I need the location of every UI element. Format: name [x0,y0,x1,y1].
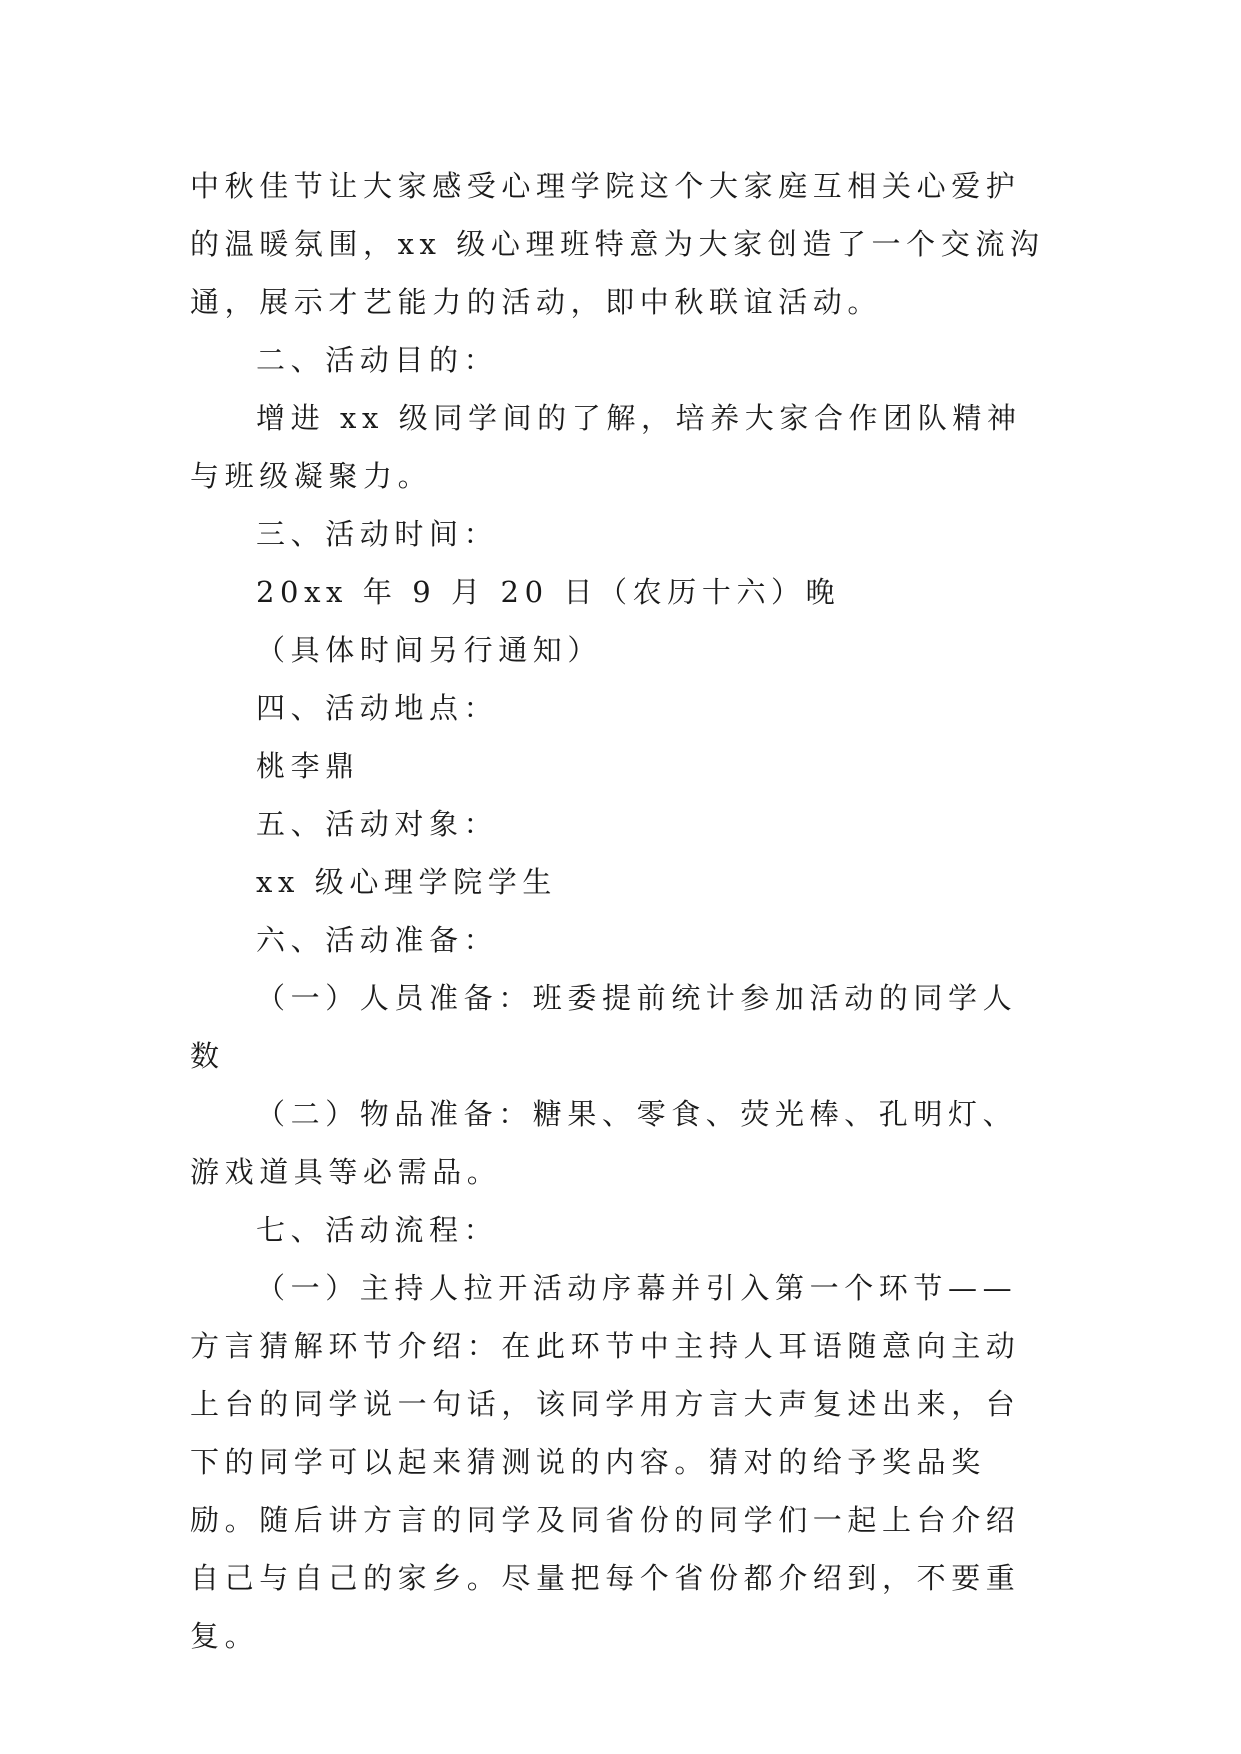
section-heading-target: 五、活动对象： [256,807,499,841]
time-date-paragraph: 20xx 年 9 月 20 日（农历十六）晚 [256,575,841,609]
place-paragraph: 桃李鼎 [256,749,360,783]
section-heading-purpose: 二、活动目的： [256,343,499,377]
purpose-paragraph: 增进 xx 级同学间的了解，培养大家合作团队精神与班级凝聚力。 [190,401,1022,493]
process-step-1-paragraph: （一）主持人拉开活动序幕并引入第一个环节——方言猜解环节介绍：在此环节中主持人耳语随意向主动上台的同学说一句话，该同学用方言大声复述出来，台下的同学可以起来猜测说的内容。猜对的给予奖品奖励。随后讲方言的同学及同省份的同学们一起上台介绍自己与自己的家乡。尽量把每个省份都介绍到，不要重复。 [190,1271,1021,1653]
document-body [190,157,1050,1665]
intro-paragraph: 中秋佳节让大家感受心理学院这个大家庭互相关心爱护的温暖氛围，xx 级心理班特意为大家创造了一个交流沟通，展示才艺能力的活动，即中秋联谊活动。 [190,169,1045,319]
time-note-paragraph: （具体时间另行通知） [256,633,603,667]
section-heading-time: 三、活动时间： [256,517,499,551]
target-paragraph: xx 级心理学院学生 [256,865,557,899]
section-heading-process: 七、活动流程： [256,1213,499,1247]
prep-items-paragraph: （二）物品准备：糖果、零食、荧光棒、孔明灯、游戏道具等必需品。 [190,1097,1018,1189]
section-heading-prep: 六、活动准备： [256,923,499,957]
section-heading-place: 四、活动地点： [256,691,499,725]
prep-people-paragraph: （一）人员准备：班委提前统计参加活动的同学人数 [190,981,1018,1073]
